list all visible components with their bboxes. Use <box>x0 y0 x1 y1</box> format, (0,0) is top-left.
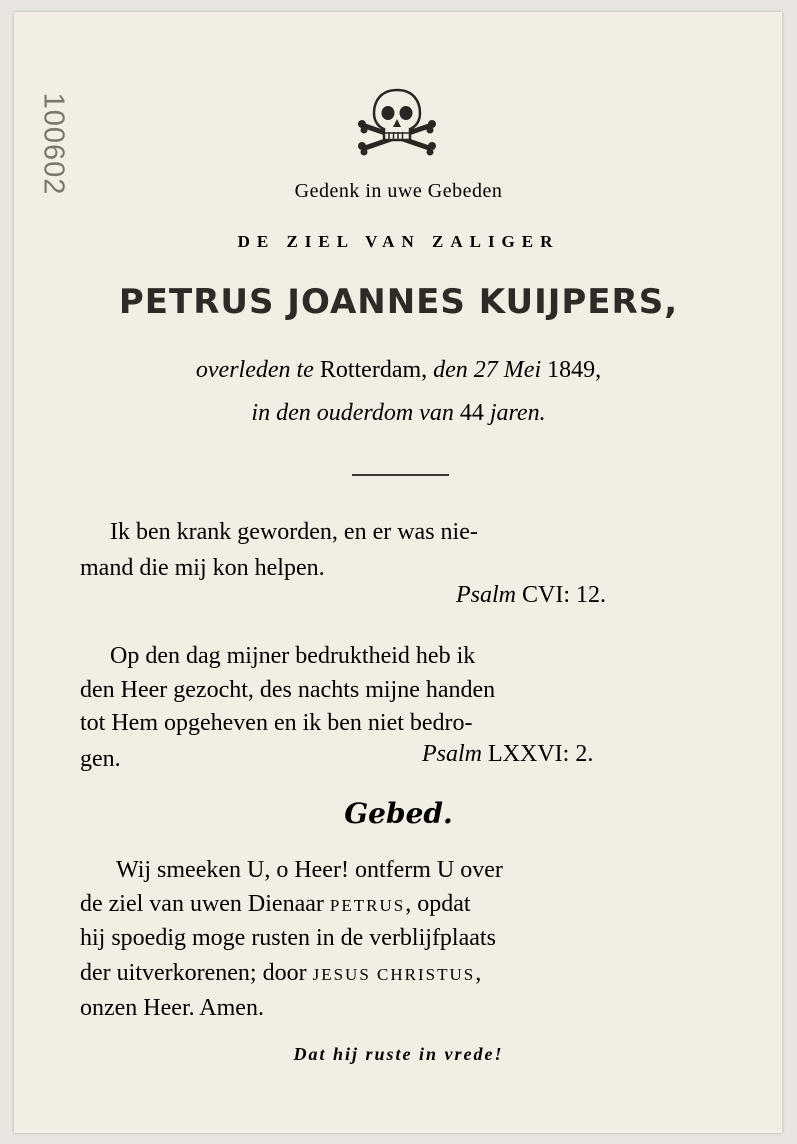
prayer-line <box>80 960 481 987</box>
verse2-ref-book: Psalm <box>422 741 482 767</box>
death-month: Mei <box>503 357 542 383</box>
verse2-line: tot Hem opgeheven en ik ben niet bedro- <box>80 710 473 736</box>
verse2-ref-num: LXXVI: 2. <box>488 741 594 767</box>
prayer-line2-a: de ziel van uwen Dienaar <box>80 891 324 917</box>
verse1-ref-num: CVI: 12. <box>522 582 606 608</box>
prayer-line: Wij smeeken U, o Heer! ontferm U over <box>116 857 503 883</box>
verse2-line: den Heer gezocht, des nachts mijne handen <box>80 677 496 703</box>
prayer-line4-a: der uitverkorenen; door <box>80 960 307 986</box>
header-line-1: Gedenk in uwe Gebeden <box>294 180 503 202</box>
divider <box>352 474 449 476</box>
verse1-ref-book: Psalm <box>456 582 516 608</box>
skull-crossbones-icon <box>355 86 439 160</box>
prayer-line <box>80 891 471 918</box>
death-place: Rotterdam, <box>319 357 428 383</box>
closing-line: Dat hij ruste in vrede! <box>293 1044 504 1064</box>
prayer-name-petrus: PETRUS <box>329 896 406 915</box>
deceased-name: PETRUS JOANNES KUIJPERS, <box>118 282 679 322</box>
prayer-name-jesus: JESUS CHRISTUS <box>312 965 476 984</box>
prayer-title: Gebed. <box>344 797 453 830</box>
death-year: 1849, <box>547 357 602 383</box>
header-line-2: DE ZIEL VAN ZALIGER <box>237 232 560 251</box>
verse1-reference <box>456 582 606 609</box>
verse1-line: Ik ben krank geworden, en er was nie- <box>110 519 478 545</box>
prayer-line: hij spoedig moge rusten in de verblijfplaats <box>80 925 496 951</box>
death-line-part2: den 27 <box>433 357 498 383</box>
verse2-line: gen. <box>80 746 121 772</box>
prayer-line4-b: , <box>475 960 482 986</box>
age-value: 44 <box>459 400 484 426</box>
inventory-number-text: 100602 <box>37 92 70 196</box>
death-line <box>0 357 797 384</box>
prayer-line2-b: , opdat <box>405 891 471 917</box>
age-line-part1: in den ouderdom van <box>251 400 454 426</box>
death-line-part1: overleden te <box>195 357 314 383</box>
age-line <box>0 400 797 427</box>
prayer-line: onzen Heer. Amen. <box>80 995 264 1021</box>
verse1-line: mand die mij kon helpen. <box>80 555 325 581</box>
age-line-part2: jaren. <box>489 400 546 426</box>
verse2-reference <box>422 741 593 768</box>
verse2-line: Op den dag mijner bedruktheid heb ik <box>110 643 476 669</box>
